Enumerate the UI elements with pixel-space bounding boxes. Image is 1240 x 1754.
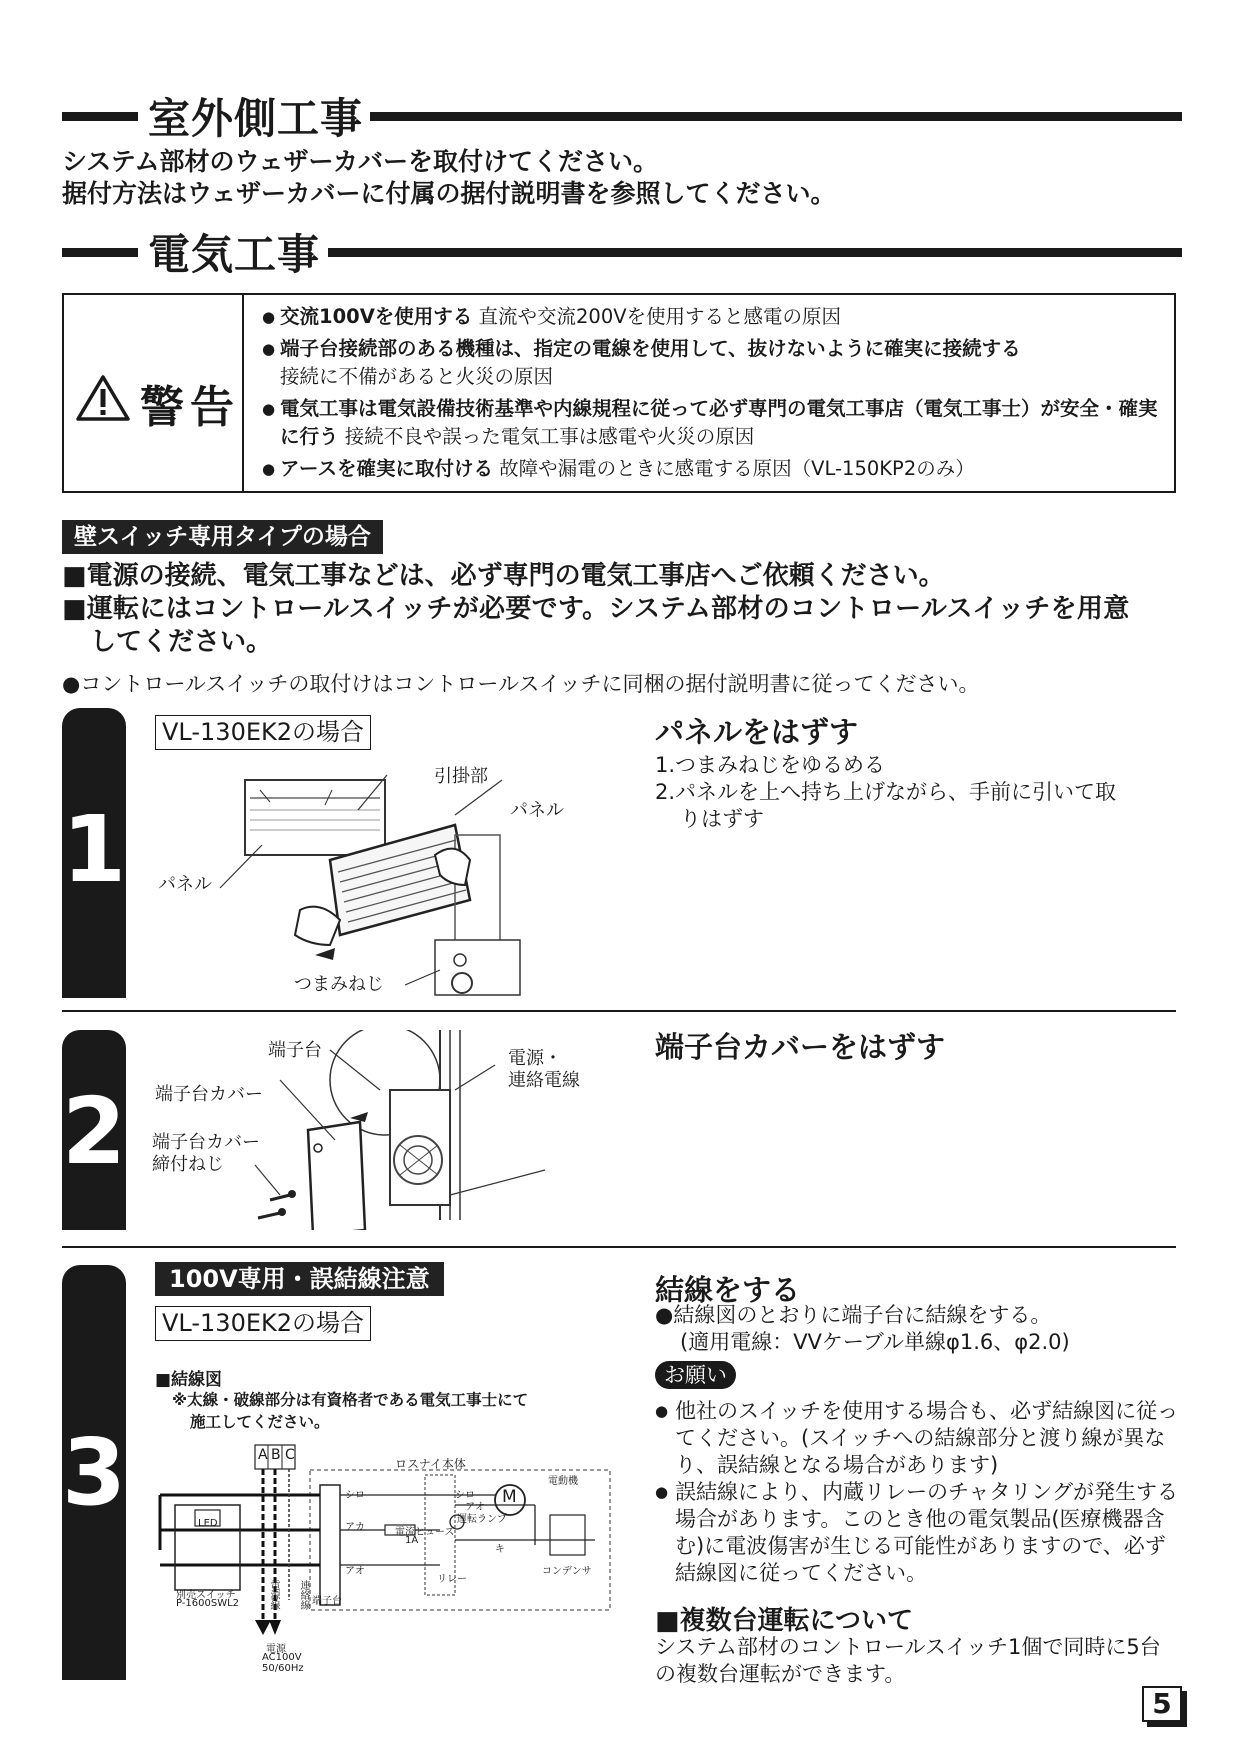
warning-box xyxy=(62,293,1176,493)
step-text: (適用電線：VVケーブル単線φ1.6、φ2.0) xyxy=(680,1330,1070,1354)
notice-line: ■電源の接続、電気工事などは、必ず専門の電気工事店へご依頼ください。 xyxy=(62,561,945,591)
diagram-label: キ xyxy=(495,1544,505,1555)
notice-line: ■運転にはコントロールスイッチが必要です。システム部材のコントロールスイッチを用意 xyxy=(62,594,1130,624)
led-label: LED xyxy=(198,1518,218,1529)
step-number: 3 xyxy=(62,1419,127,1526)
bullet-note: ●コントロールスイッチの取付けはコントロールスイッチに同梱の据付説明書に従ってください。 xyxy=(62,672,980,696)
motor-symbol: M xyxy=(502,1487,517,1507)
diagram-label: シロ xyxy=(455,1490,475,1501)
diagram-title: ■結線図 xyxy=(155,1370,223,1390)
request-list xyxy=(655,1398,1180,1587)
step-text: ●結線図のとおりに端子台に結線をする。 xyxy=(655,1303,1052,1327)
section-header-outdoor xyxy=(62,92,1182,143)
diagram-label: 電源線 xyxy=(268,1580,279,1610)
step-2-tab xyxy=(62,1030,126,1230)
step-instructions: 1.つまみねじをゆるめる 2.パネルを上へ持ち上げながら、手前に引いて取 りはずす xyxy=(655,753,1117,831)
request-badge: お願い xyxy=(655,1361,736,1389)
diagram-label: シロ xyxy=(345,1490,365,1501)
label-hook: 引掛部 xyxy=(434,766,488,787)
notice-line: してください。 xyxy=(90,627,273,657)
section-header-electrical xyxy=(62,228,1182,279)
caution-label: 100V専用・誤結線注意 xyxy=(155,1262,444,1296)
step-title: パネルをはずす xyxy=(655,715,859,749)
warning-list xyxy=(262,303,1162,483)
label-terminal-block: 端子台 xyxy=(268,1040,322,1061)
request-item: ● 誤結線により、内蔵リレーのチャタリングが発生する場合があります。このとき他の電気製品(医療機器含む)に電波傷害が生じる可能性がありますので、必ず結線図に従ってください。 xyxy=(655,1479,1180,1587)
diagram-label: アオ xyxy=(345,1566,365,1577)
label-panel: パネル xyxy=(510,800,564,821)
label-power-wire: 電源・ 連絡電線 xyxy=(508,1048,580,1091)
model-label: VL-130EK2の場合 xyxy=(155,1306,371,1341)
wiring-diagram xyxy=(155,1440,615,1665)
warning-item: ● 端子台接続部のある機種は、指定の電線を使用して、抜けないように確実に接続する 接続に不備があると火災の原因 xyxy=(262,335,1162,391)
diagram-label: 電源 xyxy=(266,1644,286,1655)
label-terminal-cover: 端子台カバー xyxy=(155,1084,263,1105)
body-line: システム部材のウェザーカバーを取付けてください。 xyxy=(62,147,659,176)
body-line: 据付方法はウェザーカバーに付属の据付説明書を参照してください。 xyxy=(62,179,836,208)
terminal-letter: B xyxy=(271,1447,281,1463)
label-panel: パネル xyxy=(158,874,212,895)
diagram-label: リレー xyxy=(437,1574,467,1585)
diagram-label: 50/60Hz xyxy=(262,1663,304,1674)
diagram-label: 電動機 xyxy=(548,1476,578,1487)
diagram-label: P-1600SWL2 xyxy=(176,1598,240,1609)
wall-switch-heading: 壁スイッチ専用タイプの場合 xyxy=(62,520,383,554)
multi-unit-title: ■複数台運転について xyxy=(655,1606,914,1636)
diagram-label: ロスナイ本体 xyxy=(395,1457,466,1471)
step-number: 1 xyxy=(62,796,127,903)
diagram-note: 施工してください。 xyxy=(190,1413,330,1431)
section-title: 電気工事 xyxy=(148,230,321,279)
step-divider xyxy=(62,1010,1176,1012)
warning-triangle-icon xyxy=(74,373,132,423)
warning-item: ● 電気工事は電気設備技術基準や内線規程に従って必ず専門の電気工事店（電気工事士）が安全・確実に行う 接続不良や誤った電気工事は感電や火災の原因 xyxy=(262,395,1162,451)
diagram-label: アオ xyxy=(465,1502,485,1513)
step-number: 2 xyxy=(62,1078,127,1185)
terminal-letter: C xyxy=(285,1447,295,1463)
model-label: VL-130EK2の場合 xyxy=(155,715,371,750)
diagram-label: コンデンサ xyxy=(542,1566,592,1577)
diagram-label: 運転ランプ xyxy=(457,1514,507,1525)
label-knob-screw: つまみねじ xyxy=(294,974,384,995)
warning-item: ● アースを確実に取付ける 故障や漏電のときに感電する原因（VL-150KP2のみ） xyxy=(262,455,1162,483)
diagram-label: アカ xyxy=(345,1522,365,1533)
diagram-label: 1A xyxy=(405,1535,419,1546)
step-1-tab xyxy=(62,708,126,998)
diagram-label: AC100V xyxy=(262,1652,302,1663)
label-cover-screw: 端子台カバー 締付ねじ xyxy=(152,1132,260,1175)
page-number: 5 xyxy=(1142,1686,1182,1722)
request-item: ● 他社のスイッチを使用する場合も、必ず結線図に従ってください。(スイッチへの結線部分と渡り線が異なり、誤結線となる場合があります) xyxy=(655,1398,1180,1479)
section-title: 室外側工事 xyxy=(148,94,364,143)
step-divider xyxy=(62,1246,1176,1248)
diagram-label: 連絡線 xyxy=(298,1580,309,1610)
terminal-letter: A xyxy=(258,1447,268,1463)
warning-item: ● 交流100Vを使用する 直流や交流200Vを使用すると感電の原因 xyxy=(262,303,1162,331)
diagram-label: 端子台 xyxy=(312,1596,342,1607)
multi-unit-text: システム部材のコントロールスイッチ1個で同時に5台の複数台運転ができます。 xyxy=(655,1635,1161,1686)
step-3-tab xyxy=(62,1265,126,1680)
step-title: 端子台カバーをはずす xyxy=(655,1030,946,1064)
warning-label: 警告 xyxy=(140,382,240,433)
diagram-label: 電流ヒューズ xyxy=(395,1527,455,1538)
diagram-note: ※太線・破線部分は有資格者である電気工事士にて xyxy=(172,1391,529,1409)
diagram-label: 別売スイッチ xyxy=(176,1590,236,1601)
step-title: 結線をする xyxy=(655,1273,801,1307)
